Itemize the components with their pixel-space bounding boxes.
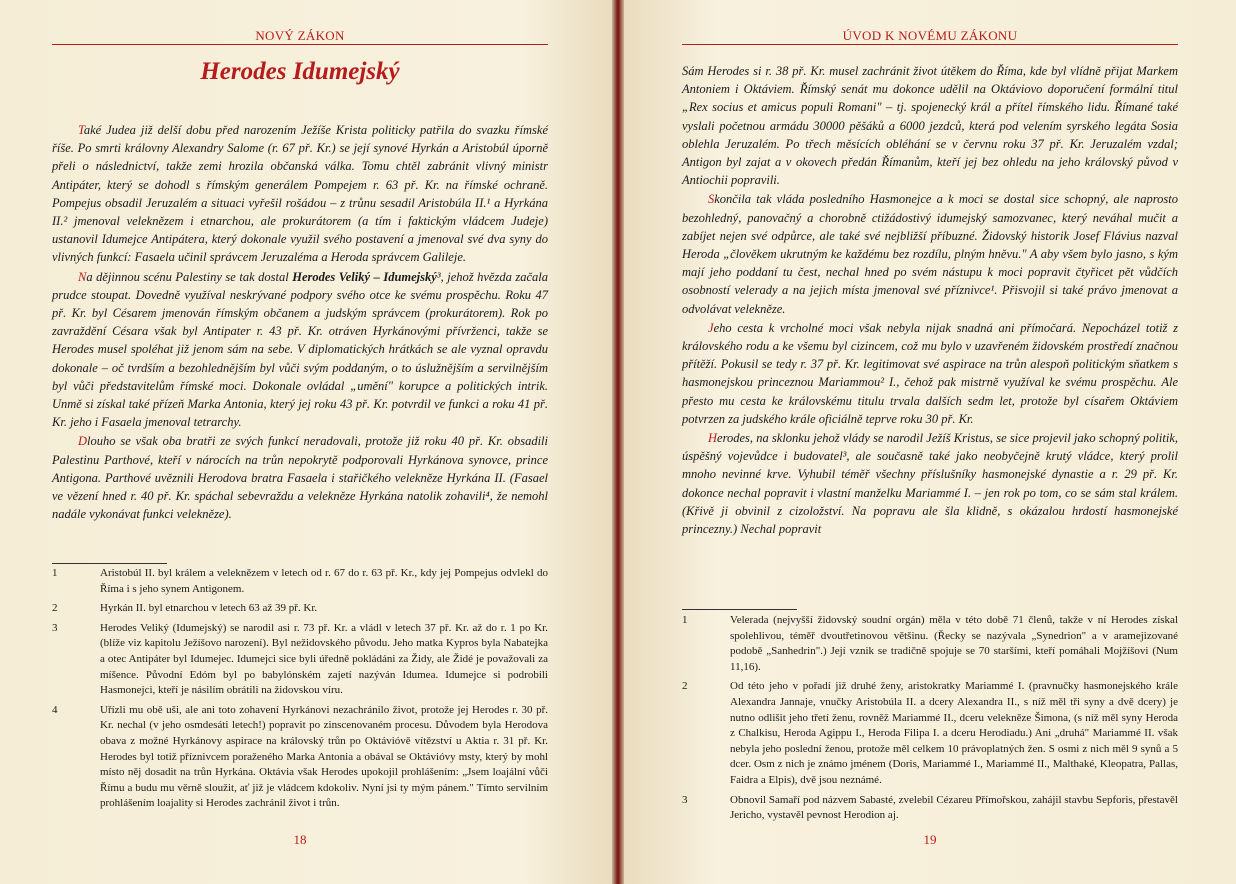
footnote: 1 Aristobúl II. byl králem a veleknězem v letech od r. 67 do r. 63 př. Kr., kdy jej Pompejus odvlekl do Říma i s jeho synem Antigonem. — [52, 567, 548, 595]
header-rule — [682, 44, 1178, 45]
drop-initial: T — [78, 123, 84, 137]
drop-initial: N — [78, 269, 87, 284]
footnote-rule — [52, 563, 167, 564]
footnote-rule — [682, 609, 797, 610]
right-footnotes — [682, 613, 1178, 828]
page-number-left: 18 — [293, 832, 307, 847]
left-body-text — [52, 121, 548, 524]
left-page — [0, 0, 612, 884]
right-page — [624, 0, 1236, 884]
page-number-right: 19 — [923, 832, 937, 847]
header-rule — [52, 44, 548, 45]
footnote: 1 Velerada (nejvyšší židovský soudní orgán) měla v této době 71 členů, takže v ní Herodes získal spolehlivou, téměř dvoutřetinovou většinu. (Řecky se nazývala „Synedrion" a v aramejizované podobě „Sanhedrin".) Její vznik se tradičně spojuje se 70 staršími, kteří pomáhali Mojžíšovi (Num 11,16). — [682, 614, 1178, 673]
paragraph: Také Judea již delší dobu před narozením Ježíše Krista politicky patřila do svazku římské říše. Po smrti královny Alexandry Salome (r. 67 př. Kr.) se její synové Hyrkán a Aristobúl úporně přeli o následnictví, takže zemi hrozila občanská válka. Tomu chtěl zabránit vlivný ministr Antipáter, který se dohodl s římským generálem Pompejem r. 63 př. Kr. na římské ochraně. Pompejus obsadil Jeruzalém a situaci vyřešil rošádou – z trůnu sesadil Aristobúla II.¹ a Hyrkána II.² jmenoval veleknězem i etnarchou, ale prokurátorem (a tím i faktickým vládcem Judeje) ustanovil Idumejce Antipátera, který dokonale využil svého postavení a jmenoval své dva syny do vlivných funkcí: Fasaela učinil správcem Jeruzaléma a Heroda správcem Galileje. — [52, 123, 548, 265]
drop-initial: D — [78, 434, 88, 449]
paragraph: Jeho cesta k vrcholné moci však nebyla nijak snadná ani přímočará. Nepocházel totiž z královského rodu a ke všemu byl cizincem, což mu bylo v uzavřeném židovském prostředí značnou přítěží. Pokusil se tedy r. 37 př. Kr. legitimovat své aspirace na trůn alespoň politickým sňatkem s hasmonejskou princeznou Mariammou² I., čehož pak mistrně využíval ke svému prospěchu. Ale přesto mu cesta ke královskému titulu trvala dalších sedm let, protože byl císařem Oktáviem potvrzen za judského krále oficiálně teprve roku 30 př. Kr. — [682, 320, 1178, 426]
drop-initial: S — [708, 192, 715, 207]
footnote: 4 Uřízli mu obě uši, ale ani toto zohavení Hyrkánovi nezachránilo život, protože jej Herodes r. 30 př. Kr. nechal (v jeho osmdesáti letech!) popravit po zinscenovaném procesu. Důvodem byla Herodova obava z možné Hyrkánovy aspirace na královský trůn po Oktávióvě vítězství u Aktia r. 31 př. Kr. Herodes byl totiž příznivcem poraženého Marka Antonia a obával se Oktávióvy msty, který by mohl místo něj dosadit na trůn Hyrkána. Oktávia však Herodes upokojil prohlášením: „Jsem loajální vůči Římu a budu mu věrně sloužit, ať již je vládcem kdokoliv. Nyní jsi ty mým pánem." Tímto servilním prohlášením loajality si Herodes zachránil život i trůn. — [52, 703, 548, 810]
paragraph: Na dějinnou scénu Palestiny se tak dostal Herodes Veliký – Idumejský³, jehož hvězda začala prudce stoupat. Dovedně využíval neskrývané podpory svého otce ke svému prospěchu. Roku 47 př. Kr. byl Césarem jmenován římským občanem a judským správcem (prokurátorem). Rok po zavraždění Césara však byl Antipater r. 43 př. Kr. otráven Hyrkánovými přívrženci, takže se Herodes musel spoléhat již jenom sám na sebe. V diplomatických hrátkách se ale vyznal opravdu dokonale – oč tvrdším a bezohlednějším byl vůči svým poddaným, o to úslužnějším a servilnějším byl vůči představitelům římské moci. Dokonale ovládal „umění" korupce a politických intrik. Unmě si získal také přízeň Marka Antonia, který jej roku 43 př. Kr. potvrdil ve funkci a roku 41 př. Kr. jeho i Fasaela jmenoval tetrarchy. — [52, 269, 549, 430]
footnote: 2 Hyrkán II. byl etnarchou v letech 63 až 39 př. Kr. — [52, 602, 318, 615]
right-body-text — [682, 62, 1178, 539]
paragraph: Dlouho se však oba bratři ze svých funkcí neradovali, protože již roku 40 př. Kr. obsadili Palestinu Parthové, kteří v nárocích na trůn nepokrytě podporovali Hyrkánova synovce, prince Antigona. Parthové uvěznili Herodova bratra Fasaela i stařičkého velekněze Hyrkána II. (Fasael ve vězení hned r. 40 př. Kr. spáchal sebevraždu a velekněze Hyrkána natolik zohavili⁴, že nemohl nadále vykonávat funkci velekněze). — [52, 434, 548, 522]
book-gutter — [612, 0, 624, 884]
running-head-right: ÚVOD K NOVÉMU ZÁKONU — [842, 28, 1018, 43]
running-head-left: NOVÝ ZÁKON — [255, 28, 345, 43]
footnote: 2 Od této jeho v pořadí již druhé ženy, aristokratky Mariammé I. (pravnučky hasmonejského krále Alexandra Jannaje, vnučky Aristobúla II. a dcery Alexandra II., s níž měl tři syny a dvě dcery) je nutno odlišit jeho třetí ženu, rovněž Mariammé II., dceru velekněze Šimona, (s níž měl syny Heroda z Chalkisu, Heroda Agippu I., Heroda Filipa I. a dceru Herodiadu.) Ani „druhá" Mariammé II. však nebyla jeho poslední ženou, protože měl celkem 10 právoplatných žen. S osmi z nich měl 9 synů a 5 dcer. Osm z nich je známo jménem (Doris, Mariammé I., Mariammé II., Malthaké, Kleopatra, Pallas, Faidra a Elpis), dvě jsou neznámé. — [682, 680, 1178, 786]
footnote: 3 Obnovil Samaří pod názvem Sabasté, zvelebil Cézareu Přímořskou, zahájil stavbu Sepforis, přestavěl Jericho, vystavěl pevnost Herodion aj. — [682, 793, 1178, 822]
drop-initial: H — [708, 431, 718, 446]
drop-initial: J — [708, 320, 714, 335]
emphasis-name: Herodes Veliký – Idumejský — [292, 269, 437, 284]
chapter-title: Herodes Idumejský — [200, 58, 400, 85]
paragraph: Skončila tak vláda posledního Hasmonejce a k moci se dostal sice schopný, ale naprosto bezohledný, panovačný a chorobně ctižádostivý idumejský samozvanec, který neváhal mučit a zabíjet nejen své odpůrce, ale také své nejbližší příbuzné. Židovský historik Josef Flávius nazval Heroda „člověkem ukrutným ke každému bez rozdílu, plným hněvu." A aby všem bylo jasno, s kým mají jeho poddaní tu čest, nechal hned po svém nástupu k moci popravit čtyřicet pět vůdčích osobností velerady a na jejich místa jmenoval své příznivce¹. Přisvojil si také právo jmenovat a odvolávat velekněze. — [682, 192, 1178, 316]
left-footnotes — [52, 566, 548, 816]
footnote: 3 Herodes Veliký (Idumejský) se narodil asi r. 73 př. Kr. a vládl v letech 37 př. Kr. až do r. 1 po Kr. (blíže viz kapitolu Ježíšovo narození). Byl nežidovského původu. Jeho matka Kypros byla Nabatejka a otec Antipáter byl Idumejec. Idumejci sice byli úředně pokládáni za Židy, ale Židé je považovali za míšence. Původní Edóm byl po babylónském zajetí nazýván Idumea. Idumejce si podrobili Hasmonejci, kteří je násilím obrátili na židovskou víru. — [52, 621, 548, 697]
paragraph: Herodes, na sklonku jehož vlády se narodil Ježíš Kristus, se sice projevil jako schopný politik, úspěšný vojevůdce i budovatel³, ale současně také jako neobyčejně krutý vládce, který prolil mnoho nevinné krve. Vyhubil téměř všechny příslušníky hasmonejské dynastie a r. 29 př. Kr. dokonce nechal popravit i vlastní manželku Mariammé I. – jen rok po tom, co se sám stal králem. (Křivě ji obvinil z cizoložství. Na popravu ale šla klidně, s okázalou hrdostí hasmonejské princezny.) Nechal popravit — [682, 431, 1178, 537]
paragraph: Sám Herodes si r. 38 př. Kr. musel zachránit život útěkem do Říma, kde byl vlídně přijat Markem Antoniem i Oktáviem. Římský senát mu dokonce udělil na Oktáviovo doporučení formální titul „Rex socius et amicus populi Romani" – tj. spojenecký král a přítel římského lidu. Římané také vyslali početnou armádu 30000 pěšáků a 6000 jezdců, která pod velením syrského legáta Sosia oblehla Jeruzalém. Po třech měsících obléhání se v červnu roku 37 př. Kr. Jeruzalém vzdal; Antigon byl zajat a v okovech předán Římanům, kteří jej bez ohledu na jeho královský původ v Antiochii popravili. — [682, 64, 1178, 188]
